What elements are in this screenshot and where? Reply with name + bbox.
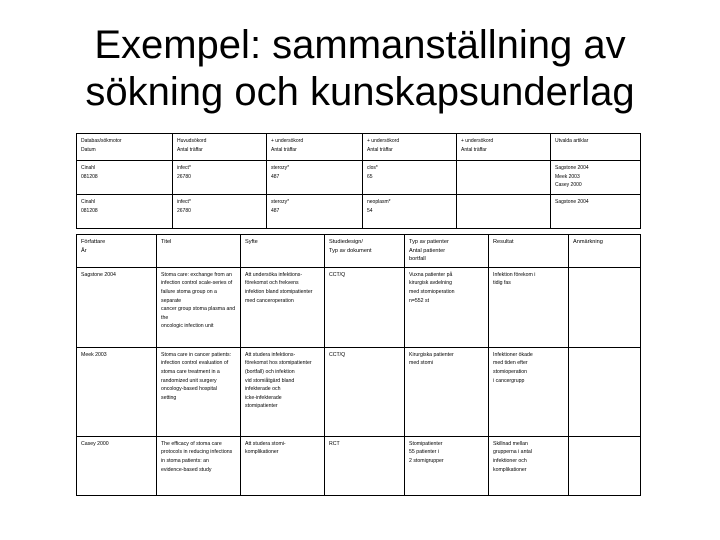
evidence-table-cell-text: evidence-based study: [161, 466, 212, 473]
evidence-table-cell-text: Syfte: [245, 239, 258, 245]
search-table-cell-text: Databas/sökmotor: [81, 138, 122, 144]
evidence-table-cell-text: in stoma patients: an: [161, 457, 209, 464]
slide-title: [0, 22, 720, 116]
evidence-table-cell-text: Casey 2000: [81, 440, 109, 447]
evidence-table-cell: [489, 347, 569, 436]
evidence-table-cell-text: Typ av dokument: [329, 247, 372, 254]
evidence-table-cell-text: Författare: [81, 239, 106, 245]
evidence-table-cell: [405, 347, 489, 436]
evidence-table-cell-text: komplikationer: [493, 466, 527, 473]
search-table-cell-text: 487: [271, 173, 280, 180]
evidence-table-cell: [241, 235, 325, 268]
evidence-table-cell-text: med stomi: [409, 360, 433, 367]
search-table-cell-text: Huvudsökord: [177, 138, 207, 144]
evidence-table-cell-text: grupperna i antal: [493, 449, 532, 456]
search-table-cell: [363, 161, 457, 195]
search-table-header-row: [77, 134, 641, 161]
evidence-table-cell: [77, 235, 157, 268]
evidence-table-cell-text: stomipatienter: [245, 403, 278, 410]
evidence-table-cell-text: infekterade och: [245, 386, 281, 393]
search-table-cell: [551, 134, 641, 161]
search-table-cell-text: 081208: [81, 173, 98, 180]
search-summary-body: [77, 134, 641, 229]
evidence-table-cell: [405, 267, 489, 347]
search-table-cell-text: sterozy*: [271, 165, 290, 171]
evidence-table-cell-text: vid stomiåtgärd bland: [245, 377, 295, 384]
evidence-table-cell: [325, 347, 405, 436]
evidence-table-cell-text: (bortfall) och infektion: [245, 368, 295, 375]
evidence-table-cell-text: protocols in reducing infections: [161, 449, 233, 456]
evidence-table-header-row: [77, 235, 641, 268]
evidence-table-cell: [241, 436, 325, 495]
evidence-table-cell-text: infektion bland stomipatienter: [245, 288, 313, 295]
search-table-cell: [551, 195, 641, 229]
evidence-table-cell-text: stoma care treatment in a: [161, 368, 220, 375]
search-table-cell: [77, 195, 173, 229]
evidence-table-cell: [77, 267, 157, 347]
evidence-table-cell-text: Kirurgiska patienter: [409, 351, 454, 358]
evidence-table-row: [77, 267, 641, 347]
search-table-cell-text: 54: [367, 207, 373, 214]
evidence-summary-table: [76, 234, 641, 496]
search-table-cell-text: Cinahl: [81, 165, 96, 171]
search-table-cell: [267, 161, 363, 195]
evidence-table-cell-text: infection control evaluation of: [161, 360, 229, 367]
evidence-table-cell-text: med canceroperation: [245, 297, 294, 304]
evidence-table-cell-text: År: [81, 247, 87, 254]
search-table-cell-text: neoplasm*: [367, 199, 391, 205]
search-table-cell-text: + undersökord: [271, 138, 304, 144]
evidence-table-cell-text: n=552 st: [409, 297, 430, 304]
evidence-table-cell-text: Sagstone 2004: [81, 271, 116, 278]
evidence-table-cell: [569, 347, 641, 436]
evidence-table-cell-text: Resultat: [493, 239, 514, 245]
search-table-cell-text: + undersökord: [367, 138, 400, 144]
evidence-table-cell-text: Stoma care: exchange from an: [161, 271, 232, 278]
search-table-cell-text: 65: [367, 173, 373, 180]
evidence-table-cell-text: oncologic infection unit: [161, 323, 214, 330]
search-table-cell-text: Sagstone 2004: [555, 165, 589, 171]
search-table-cell-text: 487: [271, 207, 280, 214]
search-table-cell-text: infect*: [177, 199, 191, 205]
evidence-table-cell-text: Titel: [161, 239, 172, 245]
evidence-table-cell: [569, 235, 641, 268]
evidence-table-cell-text: 2 stomigrupper: [409, 457, 444, 464]
evidence-table-cell: [489, 436, 569, 495]
evidence-table-cell-text: Infektioner ökade: [493, 351, 533, 358]
search-table-row: [77, 161, 641, 195]
evidence-table-cell-text: med tiden efter: [493, 360, 528, 367]
search-table-cell-text: Antal träffar: [461, 146, 487, 153]
search-table-cell: [457, 161, 551, 195]
evidence-table-cell: [157, 347, 241, 436]
evidence-table-cell-text: CCT/Q: [329, 271, 346, 278]
slide-title-line-2: sökning och kunskapsunderlag: [85, 70, 635, 114]
search-table-cell: [173, 195, 267, 229]
search-table-cell-text: Cinahl: [81, 199, 96, 205]
evidence-table-cell-text: Stomipatienter: [409, 440, 443, 447]
search-table-cell: [173, 134, 267, 161]
search-table-cell-text: Casey 2000: [555, 182, 582, 189]
search-table-row: [77, 195, 641, 229]
evidence-table-cell-text: Stoma care in cancer patients:: [161, 351, 232, 358]
search-table-cell: [457, 134, 551, 161]
search-table-cell-text: 26780: [177, 173, 191, 180]
evidence-table-cell: [405, 436, 489, 495]
evidence-table-cell-text: stomioperation: [493, 368, 528, 375]
search-table-cell: [363, 134, 457, 161]
evidence-table-cell-text: tidig fas: [493, 280, 511, 287]
search-table-cell: [363, 195, 457, 229]
slide-title-line-1: Exempel: sammanställning av: [94, 23, 626, 67]
evidence-table-cell: [569, 436, 641, 495]
evidence-table-cell: [569, 267, 641, 347]
evidence-table-cell: [157, 436, 241, 495]
evidence-table-cell-text: Antal patienter: [409, 247, 446, 254]
evidence-table-cell: [405, 235, 489, 268]
search-table-cell-text: Datum: [81, 146, 96, 153]
evidence-table-cell-text: förekomst hos stomipatienter: [245, 360, 312, 367]
evidence-table-cell-text: Infektion förekom i: [493, 271, 536, 278]
evidence-table-cell-text: setting: [161, 394, 177, 401]
evidence-table-cell: [241, 347, 325, 436]
evidence-table-cell-text: RCT: [329, 440, 340, 447]
evidence-table-cell-text: cancer group stoma plasma and the: [161, 306, 236, 321]
evidence-table-cell: [489, 267, 569, 347]
search-table-cell: [77, 134, 173, 161]
search-table-cell: [77, 161, 173, 195]
search-table-cell: [173, 161, 267, 195]
evidence-table-cell-text: Skillnad mellan: [493, 440, 528, 447]
search-table-cell-text: Utvalda artiklar: [555, 138, 589, 144]
evidence-table-cell: [325, 436, 405, 495]
search-table-cell-text: clos*: [367, 165, 378, 171]
evidence-table-cell-text: failure stoma group on a separate: [161, 288, 217, 304]
evidence-table-cell: [157, 235, 241, 268]
evidence-table-cell-text: med stomioperation: [409, 288, 455, 295]
evidence-table-cell: [157, 267, 241, 347]
evidence-table-cell-text: komplikationer: [245, 449, 279, 456]
evidence-table-cell-text: randomized unit surgery: [161, 377, 217, 384]
evidence-table-cell-text: i cancergrupp: [493, 377, 525, 384]
search-table-cell: [457, 195, 551, 229]
search-table-cell-text: Meek 2003: [555, 173, 580, 180]
evidence-table-cell: [77, 347, 157, 436]
evidence-table-row: [77, 436, 641, 495]
evidence-table-cell-text: bortfall: [409, 256, 426, 263]
evidence-table-cell-text: infection control scale-series of: [161, 280, 233, 287]
evidence-table-cell-text: CCT/Q: [329, 351, 346, 358]
search-table-cell: [267, 134, 363, 161]
search-table-cell-text: 081208: [81, 207, 98, 214]
evidence-table-cell: [325, 267, 405, 347]
search-table-cell-text: + undersökord: [461, 138, 494, 144]
evidence-table-cell-text: Studiedesign/: [329, 239, 363, 245]
search-table-cell-text: 26780: [177, 207, 191, 214]
search-table-cell-text: Antal träffar: [367, 146, 393, 153]
evidence-table-cell-text: Vuxna patienter på: [409, 271, 453, 278]
evidence-table-cell-text: infektioner och: [493, 457, 527, 464]
evidence-table-cell-text: Att undersöka infektions-: [245, 271, 303, 278]
evidence-table-row: [77, 347, 641, 436]
evidence-table-cell-text: Att studera stomi-: [245, 440, 286, 447]
search-table-cell-text: Sagstone 2004: [555, 199, 589, 205]
evidence-table-cell-text: icke-infekterade: [245, 394, 282, 401]
evidence-table-cell: [77, 436, 157, 495]
search-summary-table: [76, 133, 641, 229]
evidence-table-cell-text: förekomst och frekvens: [245, 280, 299, 287]
evidence-table-cell-text: Anmärkning: [573, 239, 603, 245]
evidence-table-cell-text: Meek 2003: [81, 351, 107, 358]
evidence-table-cell-text: The efficacy of stoma care: [161, 440, 222, 447]
evidence-summary-body: [77, 235, 641, 496]
evidence-table-cell: [489, 235, 569, 268]
search-table-cell-text: sterozy*: [271, 199, 290, 205]
evidence-table-cell-text: Att studera infektions-: [245, 351, 296, 358]
evidence-table-cell-text: oncology-based hospital: [161, 386, 217, 393]
evidence-table-cell-text: kirurgisk avdelning: [409, 280, 452, 287]
search-table-cell-text: infect*: [177, 165, 191, 171]
search-table-cell: [551, 161, 641, 195]
evidence-table-cell-text: Typ av patienter: [409, 239, 449, 245]
search-table-cell-text: Antal träffar: [271, 146, 297, 153]
evidence-table-cell: [241, 267, 325, 347]
search-table-cell-text: Antal träffar: [177, 146, 203, 153]
evidence-table-cell: [325, 235, 405, 268]
search-table-cell: [267, 195, 363, 229]
evidence-table-cell-text: 55 patienter i: [409, 449, 439, 456]
